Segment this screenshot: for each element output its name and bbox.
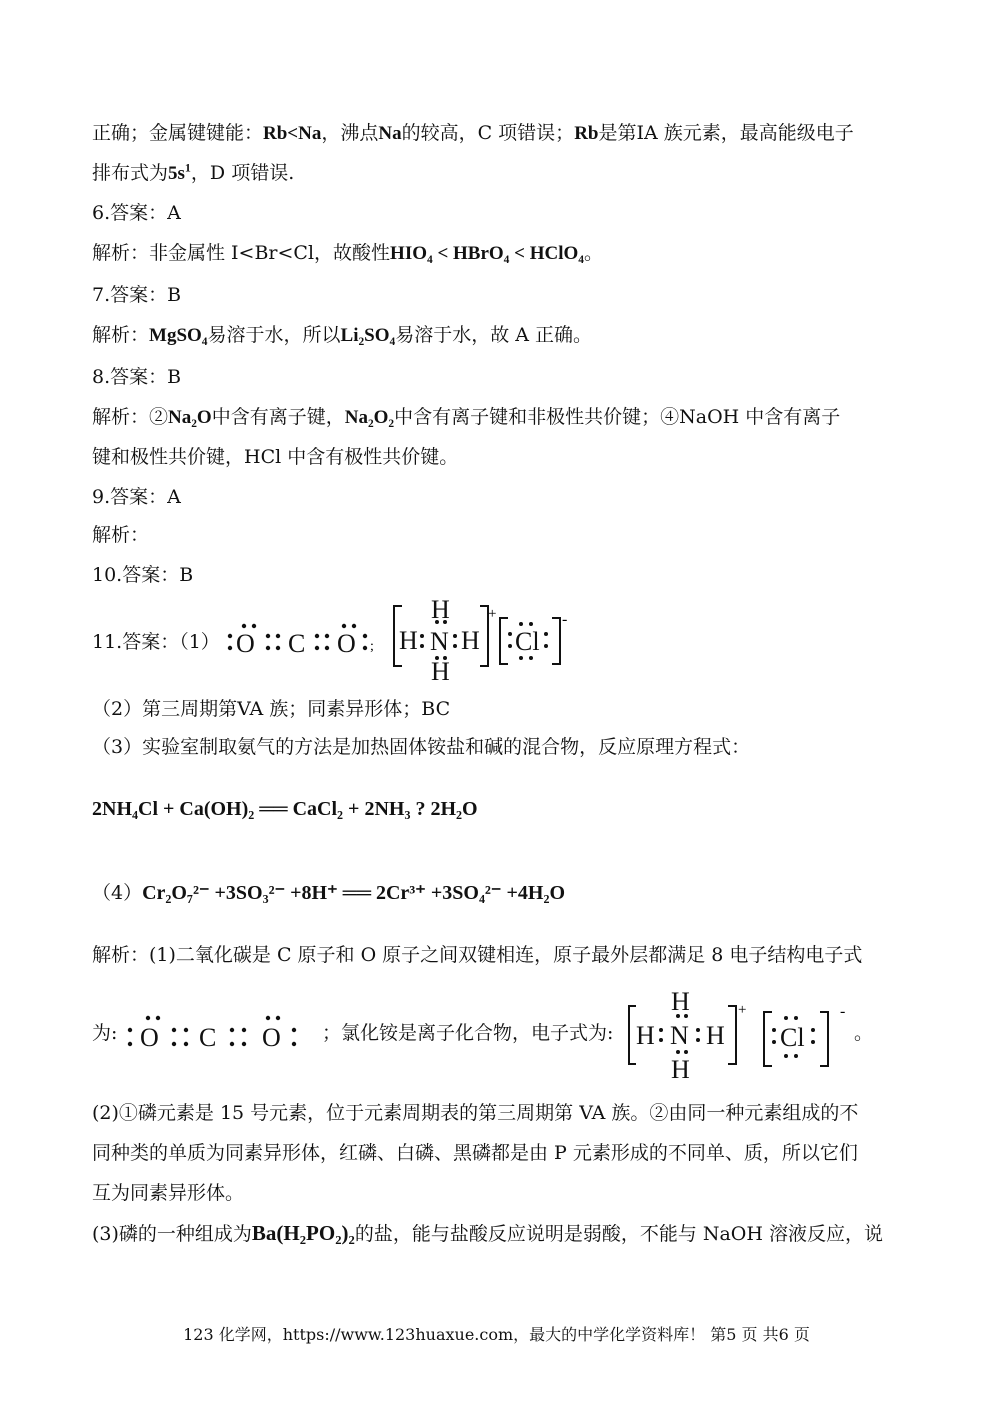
- explanation-11-line-5: 互为同素异形体。: [92, 1182, 245, 1204]
- svg-text:H: H: [706, 1021, 725, 1050]
- page-footer: 123 化学网，https://www.123huaxue.com，最大的中学化学资料库！ 第5 页 共6 页: [183, 1325, 810, 1344]
- svg-text:H: H: [636, 1021, 655, 1050]
- svg-text:;: ;: [370, 639, 374, 654]
- answer-11-part-2: （2）第三周期第VA 族；同素异形体；BC: [92, 698, 451, 720]
- answer-8: 8.答案：B: [92, 366, 182, 388]
- nh4cl-dot-formula-explanation: [628, 986, 856, 1082]
- explanation-11-line-3: (2)①磷元素是 15 号元素，位于元素周期表的第三周期第 VA 族。②由同一种元素组成的不: [92, 1102, 859, 1124]
- explanation-9: 解析：: [92, 524, 150, 546]
- svg-text:H: H: [431, 596, 450, 624]
- answer-6: 6.答案：A: [92, 202, 181, 224]
- answer-9: 9.答案：A: [92, 486, 181, 508]
- explanation-11-line-2-mid: ；氯化铵是离子化合物，电子式为:: [322, 1022, 614, 1044]
- answer-11-part-4: （4）Cr₂O₇²⁻ +3SO₃²⁻ +8H⁺ ══ 2Cr³⁺ +3SO₄²⁻ +4H₂O: [92, 882, 565, 904]
- svg-text:O: O: [262, 1023, 281, 1052]
- svg-text:Cl: Cl: [515, 627, 540, 656]
- equation-ammonia-preparation: 2NH₄Cl + Ca(OH)₂ ══ CaCl₂ + 2NH₃ ? 2H₂O: [92, 798, 478, 820]
- co2-dot-formula-explanation: [122, 1004, 312, 1064]
- explanation-11-line-4: 同种类的单质为同素异形体，红磷、白磷、黑磷都是由 P 元素形成的不同单、质，所以它们: [92, 1142, 858, 1164]
- svg-text:-: -: [840, 1003, 846, 1020]
- explanation-8-line-1: 解析：②Na₂O中含有离子键，Na₂O₂中含有离子键和非极性共价键；④NaOH 中含有离子: [92, 406, 841, 428]
- svg-text:+: +: [738, 1002, 747, 1018]
- text-line-2: 排布式为$5s^1$，D 项错误.: [92, 160, 295, 184]
- explanation-8-line-2: 键和极性共价键，HCl 中含有极性共价键。: [92, 446, 459, 468]
- svg-text:Cl: Cl: [780, 1023, 805, 1052]
- svg-text:N: N: [670, 1021, 689, 1050]
- svg-text:+: +: [488, 606, 497, 622]
- answer-11-part-3: （3）实验室制取氨气的方法是加热固体铵盐和碱的混合物，反应原理方程式：: [92, 736, 751, 758]
- svg-text:C: C: [199, 1023, 217, 1052]
- explanation-7: 解析：MgSO₄易溶于水，所以Li₂SO₄易溶于水，故 A 正确。: [92, 324, 593, 346]
- equation-redox: Cr₂O₇²⁻ +3SO₃²⁻ +8H⁺ ══ 2Cr³⁺ +3SO₄²⁻ +4H₂O: [142, 882, 565, 904]
- co2-dot-formula: [228, 624, 374, 658]
- svg-text:O: O: [236, 629, 255, 658]
- explanation-11-line-2: 为:: [92, 1022, 118, 1044]
- svg-text:-: -: [562, 611, 568, 628]
- electron-dot-diagram-answer: [222, 596, 582, 682]
- answer-10: 10.答案：B: [92, 564, 194, 586]
- explanation-11-line-6: (3)磷的一种组成为Ba(H₂PO₂)₂的盐，能与盐酸反应说明是弱酸，不能与 NaOH 溶液反应，说: [92, 1221, 883, 1245]
- svg-text:H: H: [671, 987, 690, 1016]
- svg-text:H: H: [431, 657, 450, 682]
- svg-text:N: N: [430, 627, 449, 656]
- svg-text:H: H: [461, 626, 480, 655]
- svg-text:O: O: [337, 629, 356, 658]
- svg-text:H: H: [671, 1055, 690, 1082]
- answer-11-label: 11.答案：（1）: [92, 631, 220, 653]
- svg-text:O: O: [140, 1023, 159, 1052]
- answer-7: 7.答案：B: [92, 284, 182, 306]
- explanation-6: 解析：非金属性 I<Br<Cl，故酸性HIO₄ < HBrO₄ < HClO₄。: [92, 242, 603, 264]
- explanation-11-line-1: 解析：(1)二氧化碳是 C 原子和 O 原子之间双键相连，原子最外层都满足 8 电子结构电子式: [92, 944, 863, 966]
- svg-text:C: C: [288, 629, 306, 658]
- explanation-11-line-2-end: 。: [854, 1022, 874, 1044]
- text-line-1: 正确；金属键键能：Rb<Na，沸点Na的较高，C 项错误；Rb是第IA 族元素，最高能级电子: [92, 122, 854, 144]
- svg-text:H: H: [399, 626, 418, 655]
- nh4cl-dot-formula: [394, 596, 567, 682]
